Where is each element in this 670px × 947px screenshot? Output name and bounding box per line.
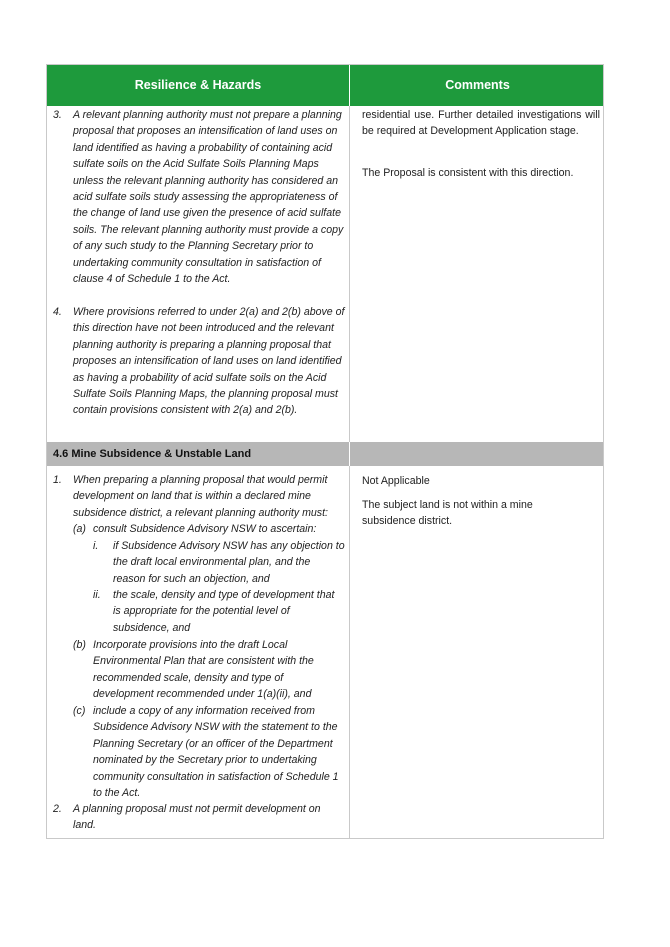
section-heading-row: [47, 442, 603, 466]
sub-i-label: i.: [93, 540, 99, 552]
item-3-text: A relevant planning authority must not prepare a planning proposal that proposes an intensification of land uses on land identified as having a probability of containing acid sulfate soils on the Acid Sulfate Soils Planning Maps unless the relevant planning authority has considered an acid sulfate soils study assessing the appropriateness of the change of land use given the presence of acid sulfate soils. The relevant planning authority must provide a copy of any such study to the Planning Secretary prior to undertaking community consultation in satisfaction of clause 4 of Schedule 1 to the Act.: [73, 109, 344, 286]
comment-2-p2: The subject land is not within a mine subsidence district.: [362, 499, 533, 528]
comment-2-p1: Not Applicable: [362, 475, 430, 487]
header-comments: Comments: [445, 78, 510, 92]
sub-b-label: (b): [73, 639, 86, 651]
section-divider: [349, 442, 350, 466]
item-3-number: 3.: [53, 109, 62, 121]
header-resilience-hazards: Resilience & Hazards: [134, 78, 262, 92]
sub-c-label: (c): [73, 705, 86, 717]
mine-item-1-text: When preparing a planning proposal that would permit development on land that is within a declared mine subsidence district, a relevant planning authority must:: [73, 474, 328, 519]
comment-1-p2: The Proposal is consistent with this direction.: [362, 167, 574, 179]
item-4-text: Where provisions referred to under 2(a) and 2(b) above of this direction have not been introduced and the relevant planning authority is preparing a planning proposal that proposes an intensification of land uses on land identified as having a probability of acid sulfate soils on the Acid Sulfate Soils Planning Maps, the planning proposal must contain provisions consistent with 2(a) and 2(b).: [73, 306, 345, 417]
sub-a-label: (a): [73, 523, 86, 535]
sub-i-text: if Subsidence Advisory NSW has any objection to the draft local environmental plan, and the reason for such an objection, and: [113, 540, 345, 585]
sub-b-text: Incorporate provisions into the draft Local Environmental Plan that are consistent with the recommended scale, density and type of development recommended under 1(a)(ii), and: [93, 639, 314, 701]
mine-item-1-number: 1.: [53, 474, 62, 486]
sub-ii-label: ii.: [93, 589, 101, 601]
mine-item-2-number: 2.: [53, 803, 62, 815]
sub-ii-text: the scale, density and type of development that is appropriate for the potential level of subsidence, and: [113, 589, 335, 634]
mine-item-2-text: A planning proposal must not permit development on land.: [73, 803, 321, 832]
table-header: [47, 65, 603, 106]
comment-1-p1: residential use. Further detailed investigations will be required at Development Application stage.: [362, 109, 600, 138]
item-4-number: 4.: [53, 306, 62, 318]
resilience-table: [46, 64, 604, 839]
section-title: 4.6 Mine Subsidence & Unstable Land: [53, 448, 252, 460]
sub-a-text: consult Subsidence Advisory NSW to ascertain:: [93, 523, 317, 535]
sub-c-text: include a copy of any information received from Subsidence Advisory NSW with the statement to the Planning Secretary (or an officer of the Department nominated by the Secretary prior to undertaking community consultation in satisfaction of Schedule 1 to the Act.: [93, 705, 339, 800]
